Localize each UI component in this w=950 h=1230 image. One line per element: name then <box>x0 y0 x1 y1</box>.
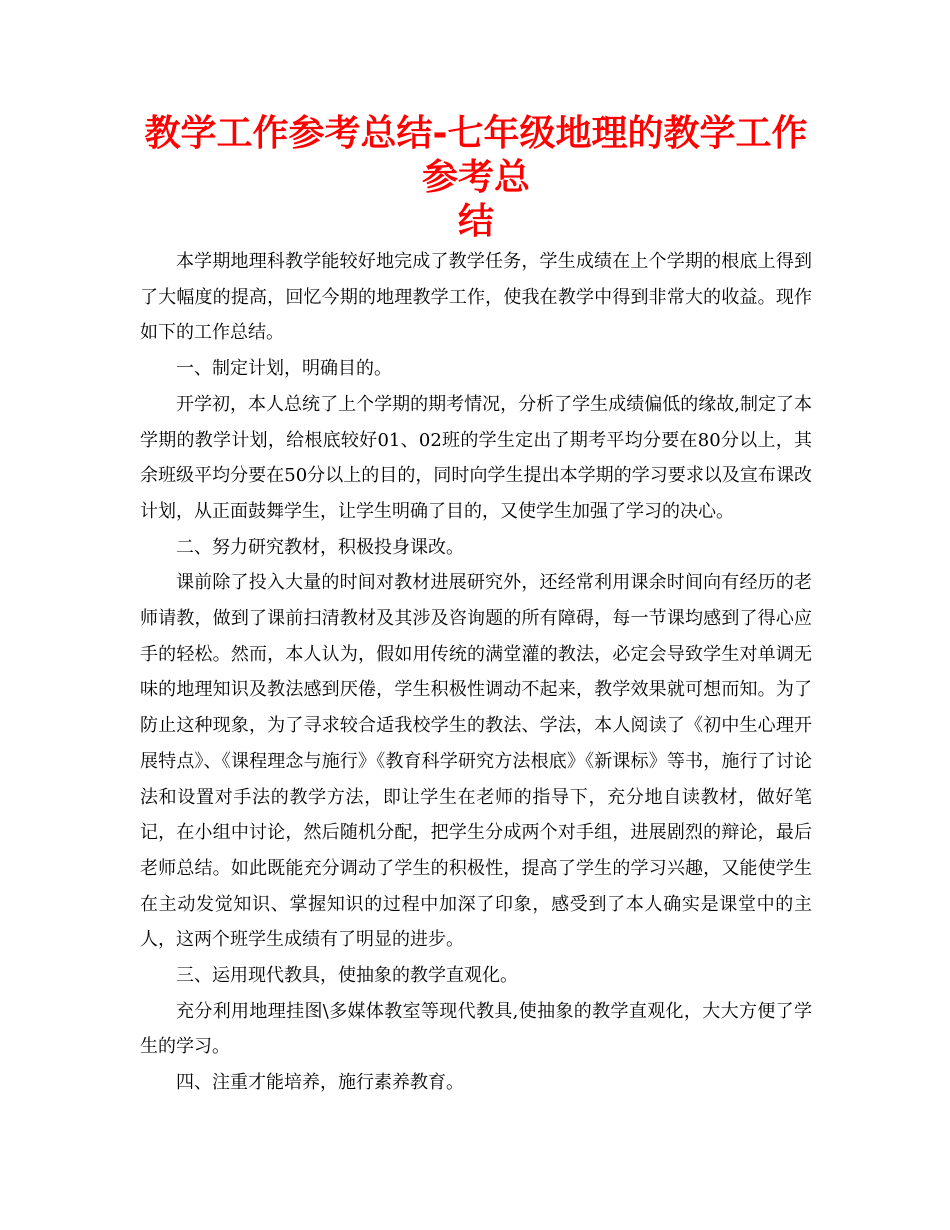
section-3-paragraph: 充分利用地理挂图\多媒体教室等现代教具,使抽象的教学直观化，大大方便了学生的学习。 <box>140 1000 812 1058</box>
section-heading-3: 三、运用现代教具，使抽象的教学直观化。 <box>176 965 518 987</box>
title-line-1: 教学工作参考总结-七年级地理的教学工作参考总 <box>144 113 808 198</box>
document-page <box>140 112 812 1101</box>
section-heading-4: 四、注重才能培养，施行素养教育。 <box>176 1072 464 1094</box>
section-2-paragraph: 课前除了投入大量的时间对教材进展研究外，还经常利用课余时间向有经历的老师请教，做到了课前扫清教材及其涉及咨询题的所有障碍，每一节课均感到了得心应手的轻松。然而，本人认为，假如用传统的满堂灌的教法，必定会导致学生对单调无味的地理知识及教法感到厌倦，学生积极性调动不起来，教学效果就可想而知。为了防止这种现象，为了寻求较合适我校学生的教法、学法，本人阅读了《初中生心理开展特点》、《课程理念与施行》《教育科学研究方法根底》《新课标》等书，施行了讨论法和设置对手法的教学方法，即让学生在老师的指导下，充分地自读教材，做好笔记，在小组中讨论，然后随机分配，把学生分成两个对手组，进展剧烈的辩论，最后老师总结。如此既能充分调动了学生的积极性，提高了学生的学习兴趣，又能使学生在主动发觉知识、掌握知识的过程中加深了印象，感受到了本人确实是课堂中的主人，这两个班学生成绩有了明显的进步。 <box>140 572 812 951</box>
title-line-2: 结 <box>457 201 494 242</box>
document-body <box>140 244 812 1101</box>
intro-paragraph: 本学期地理科教学能较好地完成了教学任务，学生成绩在上个学期的根底上得到了大幅度的提高，回忆今期的地理教学工作，使我在教学中得到非常大的收益。现作如下的工作总结。 <box>140 251 812 344</box>
document-title <box>140 112 812 244</box>
section-heading-2: 二、努力研究教材，积极投身课改。 <box>176 536 464 558</box>
section-heading-1: 一、制定计划，明确目的。 <box>176 358 392 380</box>
section-1-paragraph: 开学初，本人总统了上个学期的期考情况，分析了学生成绩偏低的缘故,制定了本学期的教学计划，给根底较好01、02班的学生定出了期考平均分要在80分以上，其余班级平均分要在50分以上的目的，同时向学生提出本学期的学习要求以及宣布课改计划，从正面鼓舞学生，让学生明确了目的，又使学生加强了学习的决心。 <box>140 393 812 522</box>
